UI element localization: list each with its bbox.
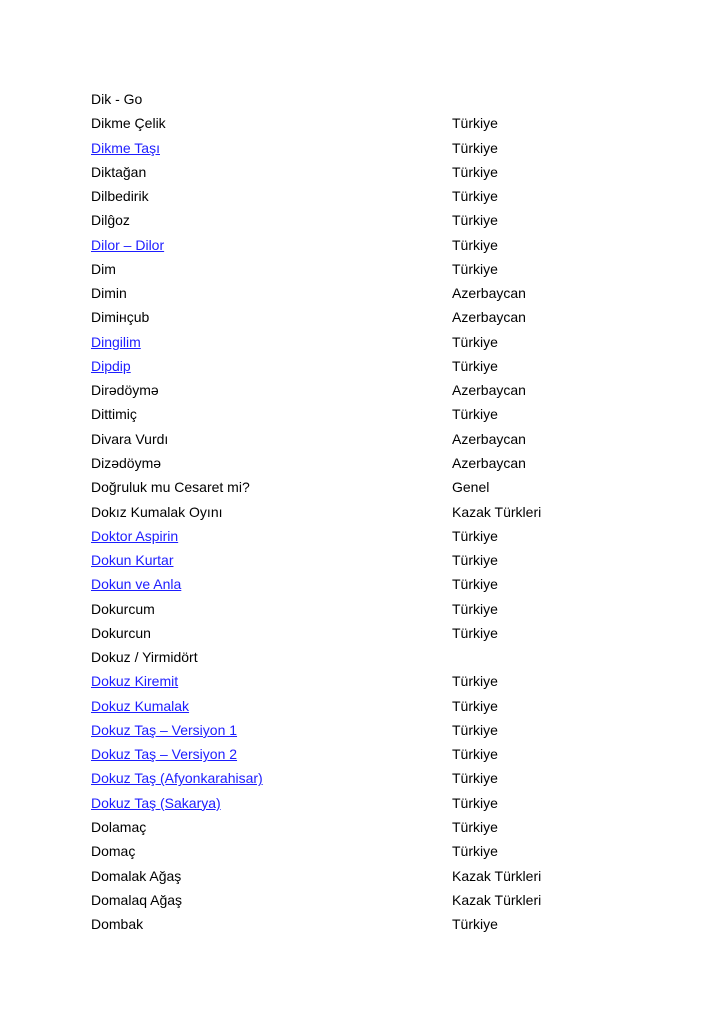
list-item (91, 138, 651, 162)
list-item (91, 526, 651, 550)
game-name: Dim (91, 260, 116, 277)
game-name-link[interactable]: Dilor – Dilor (91, 236, 165, 253)
game-name: Domalak Ağaş (91, 867, 182, 884)
region-label: Türkiye (452, 163, 498, 180)
list-item (91, 113, 651, 137)
list-item (91, 404, 651, 428)
game-name-link[interactable]: Dokuz Taş – Versiyon 2 (91, 746, 238, 763)
region-label: Türkiye (452, 406, 498, 423)
game-name: Dilĝoz (91, 212, 130, 229)
region-label: Azerbaycan (452, 285, 526, 302)
game-name-link[interactable]: Dipdip (91, 357, 131, 374)
list-item (91, 720, 651, 744)
game-name: Dokurcun (91, 624, 151, 641)
game-name-link[interactable]: Dokun ve Anla (91, 576, 182, 593)
region-label: Türkiye (452, 576, 498, 593)
list-item (91, 186, 651, 210)
game-name: Dokız Kumalak Oyını (91, 503, 223, 520)
list-item (91, 356, 651, 380)
list-item (91, 768, 651, 792)
game-name: Divara Vurdı (91, 430, 169, 447)
region-label: Azerbaycan (452, 309, 526, 326)
list-item (91, 283, 651, 307)
game-name: Dokuz / Yirmidört (91, 649, 198, 666)
game-list (91, 89, 651, 938)
game-name: Domalaq Ağaş (91, 891, 183, 908)
list-item (91, 259, 651, 283)
list-item (91, 332, 651, 356)
game-name: Dimінçub (91, 309, 150, 326)
game-name-link[interactable]: Dokuz Taş (Sakarya) (91, 794, 221, 811)
game-name: Dirədöymə (91, 382, 159, 399)
region-label: Azerbaycan (452, 454, 526, 471)
region-label: Türkiye (452, 770, 498, 787)
region-label: Türkiye (452, 794, 498, 811)
region-label: Türkiye (452, 212, 498, 229)
game-name: Dik - Go (91, 91, 143, 107)
game-name: Dombak (91, 916, 144, 933)
list-item (91, 380, 651, 404)
region-label: Türkiye (452, 721, 498, 738)
region-label: Türkiye (452, 697, 498, 714)
region-label: Türkiye (452, 115, 498, 132)
game-name: Doğruluk mu Cesaret mi? (91, 479, 250, 496)
list-item (91, 671, 651, 695)
region-label: Türkiye (452, 818, 498, 835)
game-name-link[interactable]: Dokuz Kumalak (91, 697, 190, 714)
region-label: Türkiye (452, 843, 498, 860)
list-item (91, 307, 651, 331)
game-name-link[interactable]: Doktor Aspirin (91, 527, 179, 544)
game-name: Dimin (91, 285, 127, 302)
list-item (91, 162, 651, 186)
list-item (91, 914, 651, 938)
region-label: Türkiye (452, 260, 498, 277)
list-item (91, 647, 651, 671)
game-name: Dizədöymə (91, 454, 162, 471)
list-item (91, 550, 651, 574)
region-label: Türkiye (452, 746, 498, 763)
list-item (91, 866, 651, 890)
region-label: Türkiye (452, 357, 498, 374)
game-name: Domaç (91, 843, 136, 860)
game-name: Dittimiç (91, 406, 137, 423)
region-label: Türkiye (452, 552, 498, 569)
region-label: Kazak Türkleri (452, 867, 542, 884)
list-item (91, 210, 651, 234)
game-name: Dolamaç (91, 818, 147, 835)
region-label: Azerbaycan (452, 430, 526, 447)
game-name: Dikme Çelik (91, 115, 166, 132)
list-item (91, 477, 651, 501)
game-name: Dilbedirik (91, 188, 149, 205)
list-item (91, 744, 651, 768)
list-item (91, 623, 651, 647)
region-label: Türkiye (452, 673, 498, 690)
list-item (91, 890, 651, 914)
game-name-link[interactable]: Dokuz Kiremit (91, 673, 179, 690)
region-label: Türkiye (452, 624, 498, 641)
region-label: Kazak Türkleri (452, 503, 542, 520)
game-name-link[interactable]: Dokun Kurtar (91, 552, 174, 569)
game-name: Dokurcum (91, 600, 155, 617)
list-item (91, 502, 651, 526)
list-item (91, 599, 651, 623)
game-name-link[interactable]: Dokuz Taş – Versiyon 1 (91, 721, 238, 738)
region-label: Türkiye (452, 600, 498, 617)
region-label: Türkiye (452, 916, 498, 933)
list-item (91, 574, 651, 598)
region-label: Türkiye (452, 188, 498, 205)
region-label: Genel (452, 479, 490, 496)
list-item (91, 235, 651, 259)
region-label: Kazak Türkleri (452, 891, 542, 908)
list-item (91, 89, 651, 113)
list-item (91, 453, 651, 477)
list-item (91, 841, 651, 865)
list-item (91, 429, 651, 453)
region-label: Türkiye (452, 236, 498, 253)
game-name-link[interactable]: Dingilim (91, 333, 141, 350)
game-name-link[interactable]: Dikme Taşı (91, 139, 160, 156)
region-label: Türkiye (452, 333, 498, 350)
region-label: Türkiye (452, 139, 498, 156)
region-label: Türkiye (452, 527, 498, 544)
region-label: Azerbaycan (452, 382, 526, 399)
list-item (91, 817, 651, 841)
list-item (91, 696, 651, 720)
list-item (91, 793, 651, 817)
game-name: Diktağan (91, 163, 147, 180)
game-name-link[interactable]: Dokuz Taş (Afyonkarahisar) (91, 770, 263, 787)
